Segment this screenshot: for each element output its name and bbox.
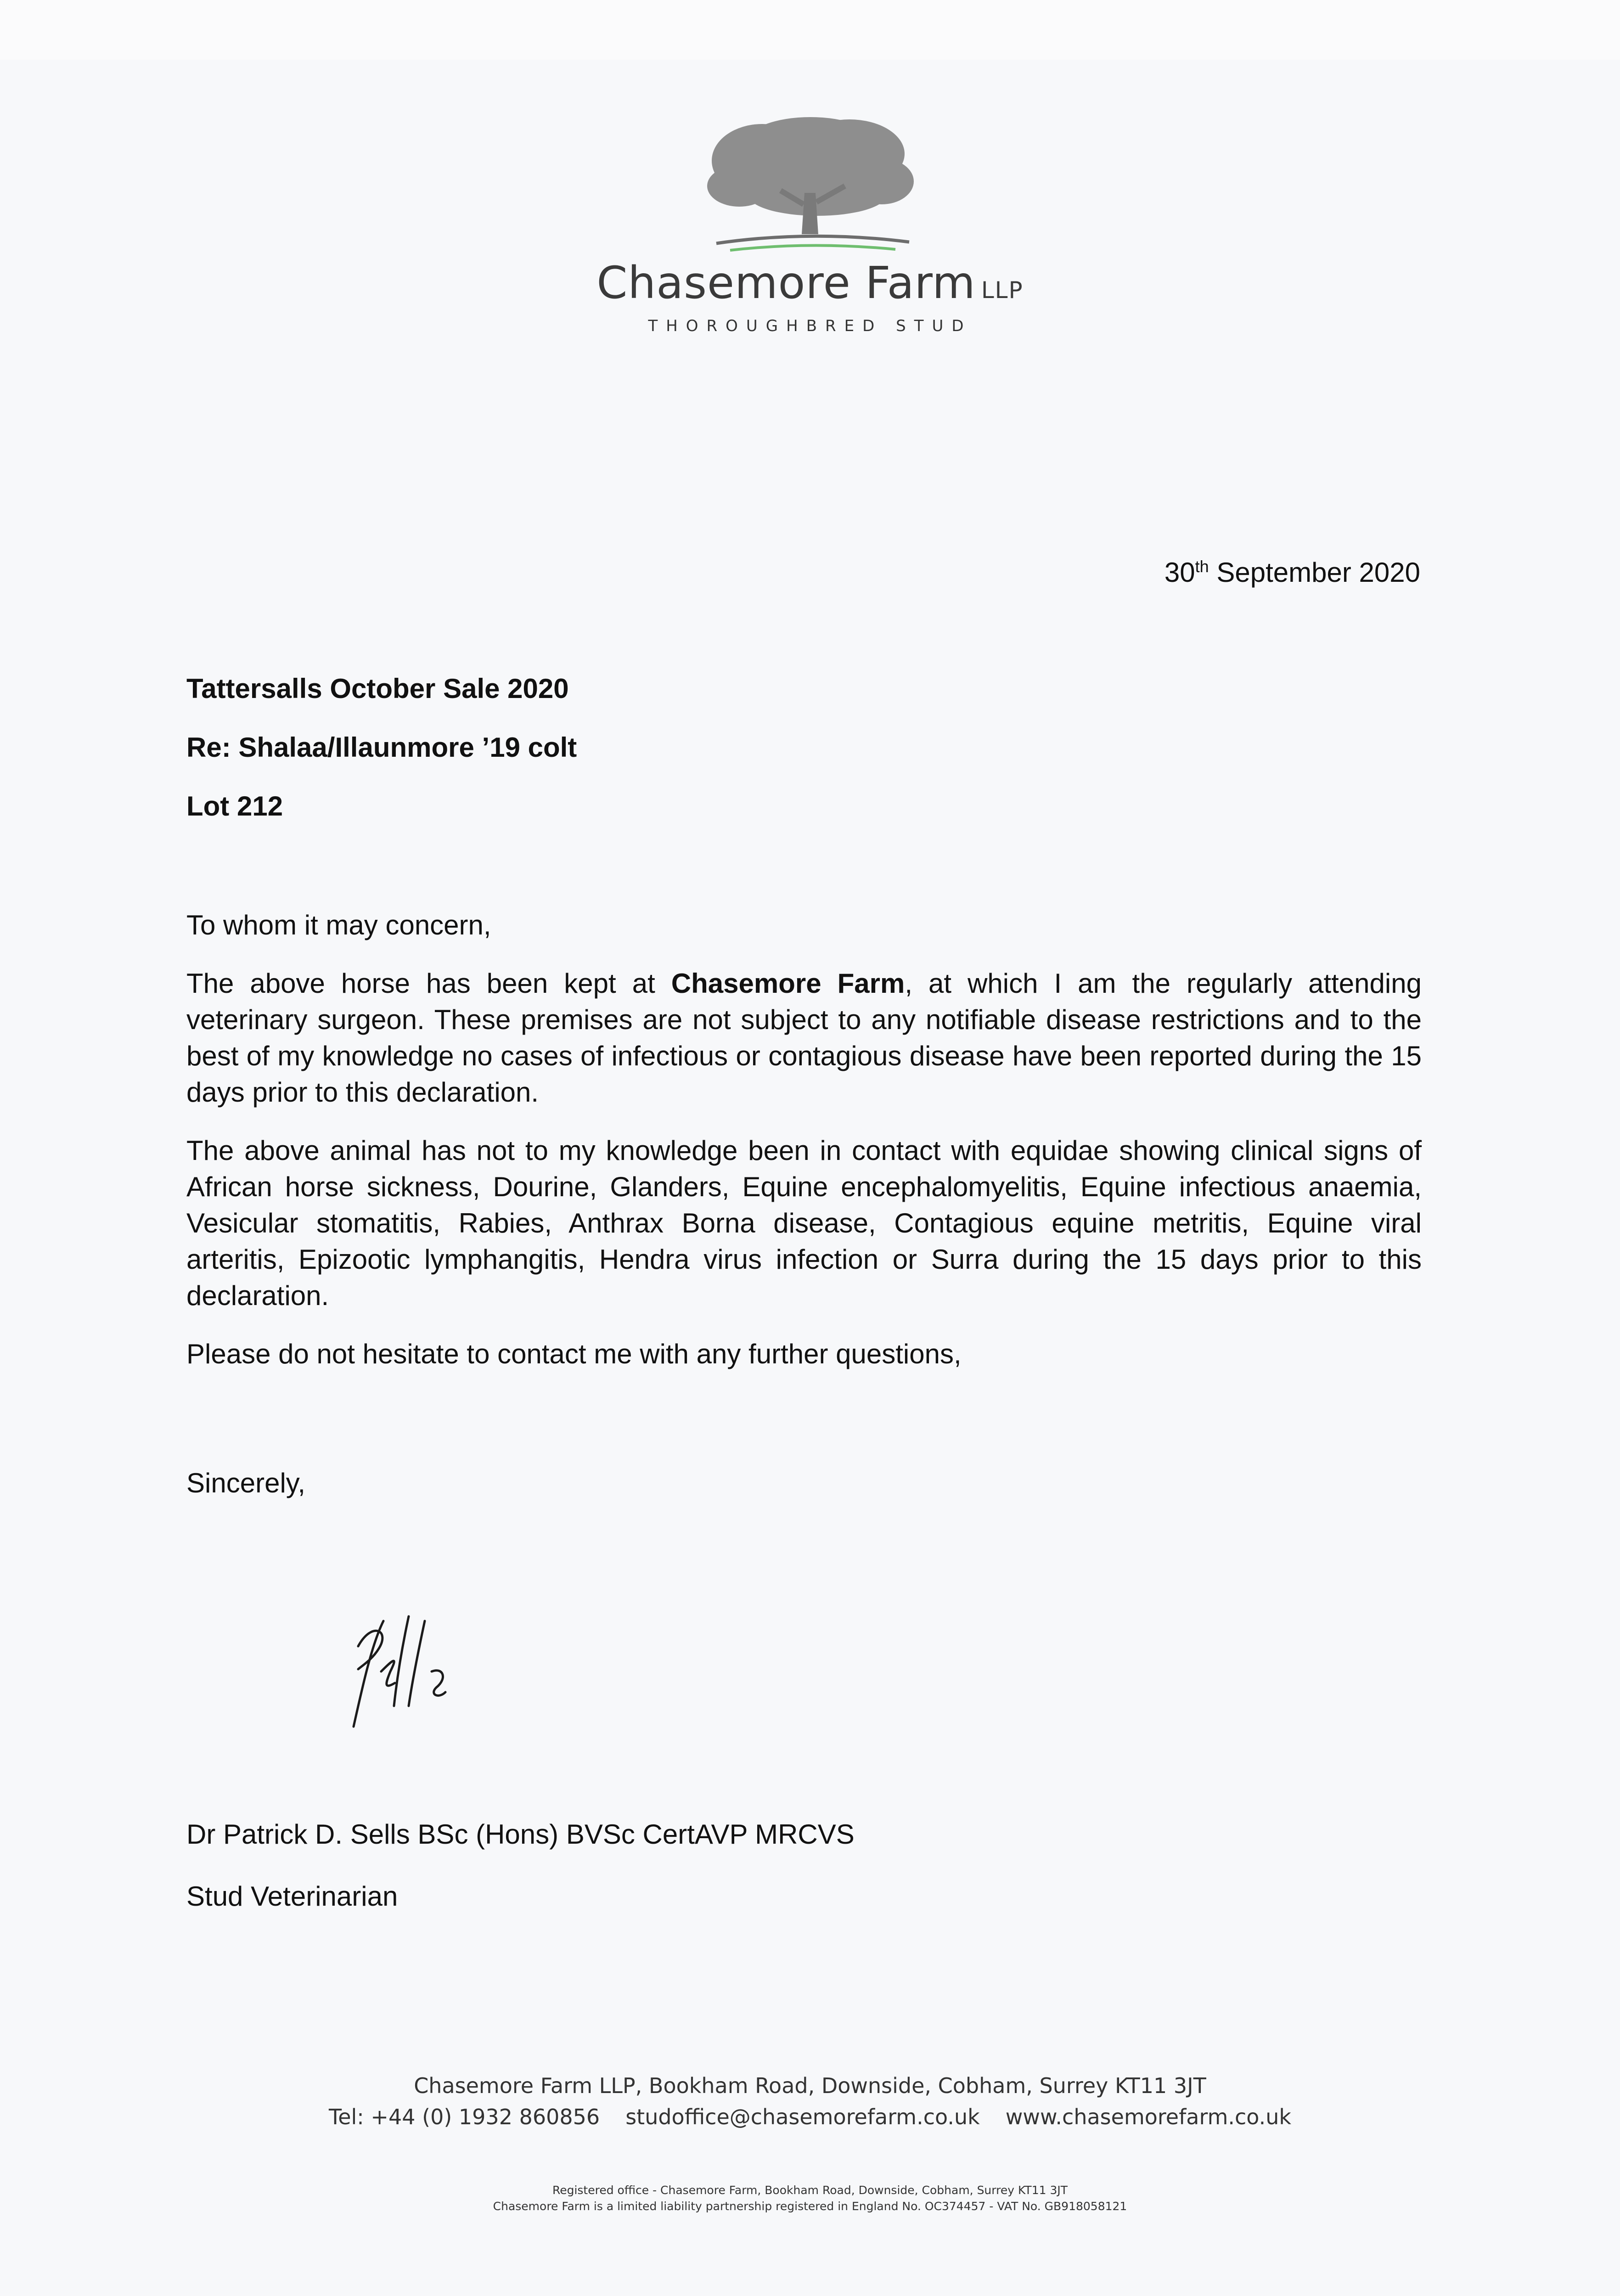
signer-name: Dr Patrick D. Sells BSc (Hons) BVSc CertAVP MRCVS bbox=[186, 1819, 855, 1850]
legal-notice: Chasemore Farm is a limited liability partnership registered in England No. OC374457 - VAT No. GB918058121 bbox=[493, 2200, 1127, 2213]
signer-title: Stud Veterinarian bbox=[186, 1881, 398, 1912]
company-suffix: LLP bbox=[981, 277, 1024, 304]
ref-sale: Tattersalls October Sale 2020 bbox=[186, 673, 569, 704]
company-tagline: THOROUGHBRED STUD bbox=[648, 317, 972, 335]
date-day: 30 bbox=[1164, 557, 1195, 588]
paragraph-1-bold: Chasemore Farm bbox=[671, 968, 905, 999]
paragraph-1-end: , at which I am the regularly attending veterinary surgeon. These premises are not subject to any notifiable disease restrictions and to the best of my knowledge no cases of infectious or contagious disease have been reported during the 15 days prior to this declaration. bbox=[186, 968, 1422, 1108]
reference-block bbox=[186, 673, 577, 849]
company-name bbox=[0, 257, 1620, 309]
footer-email: studoffice@chasemorefarm.co.uk bbox=[625, 2105, 980, 2129]
footer-website: www.chasemorefarm.co.uk bbox=[1005, 2105, 1292, 2129]
ref-subject: Re: Shalaa/Illaunmore ’19 colt bbox=[186, 732, 577, 763]
letter-date bbox=[1164, 557, 1420, 588]
oak-tree-icon bbox=[698, 117, 923, 269]
closing: Sincerely, bbox=[186, 1468, 305, 1498]
date-suffix: th bbox=[1195, 557, 1209, 576]
registered-office: Registered office - Chasemore Farm, Bookham Road, Downside, Cobham, Surrey KT11 3JT bbox=[552, 2183, 1068, 2197]
letter-body bbox=[186, 907, 1422, 1394]
company-name-text: Chasemore Farm bbox=[596, 257, 976, 309]
paragraph-1 bbox=[186, 965, 1422, 1110]
signature-image bbox=[340, 1603, 478, 1740]
footer-contacts bbox=[0, 2105, 1620, 2129]
scan-top-margin bbox=[0, 0, 1620, 60]
salutation: To whom it may concern, bbox=[186, 910, 491, 940]
paragraph-1-start: The above horse has been kept at bbox=[186, 968, 671, 999]
paragraph-3: Please do not hesitate to contact me with any further questions, bbox=[186, 1339, 962, 1369]
footer-tel: Tel: +44 (0) 1932 860856 bbox=[328, 2105, 600, 2129]
date-rest: September 2020 bbox=[1209, 557, 1420, 588]
paragraph-2: The above animal has not to my knowledge been in contact with equidae showing clinical signs of African horse sickness, Dourine, Glanders, Equine encephalomyelitis, Equine infectious anaemia, Vesicular stomatitis, Rabies, Anthrax Borna disease, Contagious equine metritis, Equine viral arteritis, Epizootic lymphangitis, Hendra virus infection or Surra during the 15 days prior to this declaration. bbox=[186, 1135, 1422, 1311]
footer-address: Chasemore Farm LLP, Bookham Road, Downside, Cobham, Surrey KT11 3JT bbox=[414, 2073, 1206, 2098]
ref-lot: Lot 212 bbox=[186, 791, 283, 822]
